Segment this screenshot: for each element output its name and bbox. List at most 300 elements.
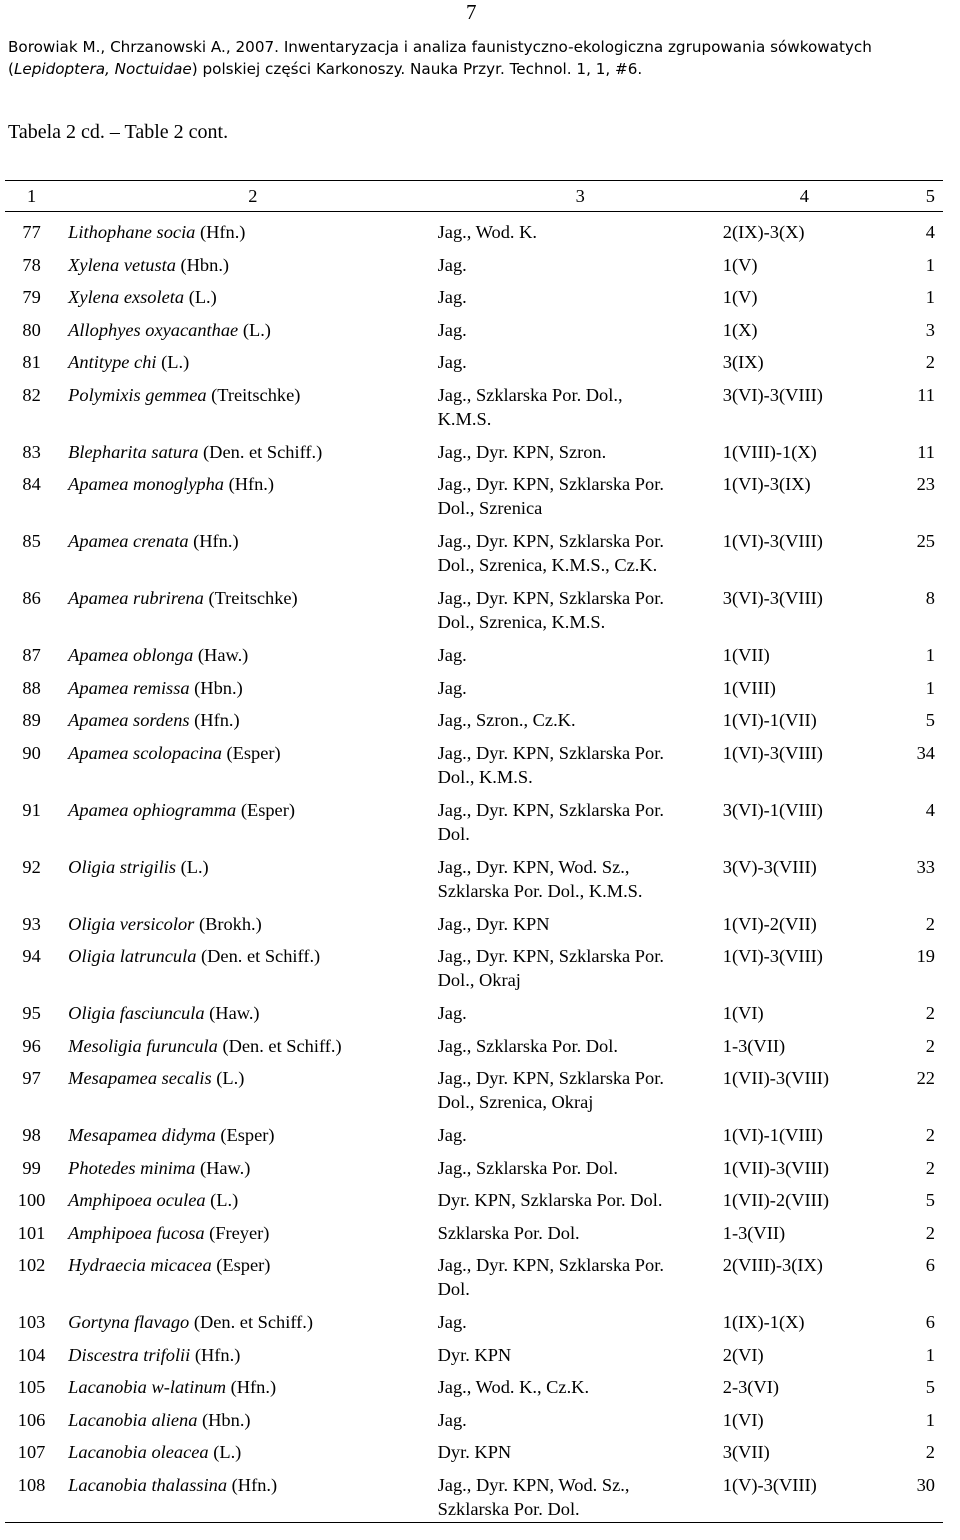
citation-line-2	[8, 58, 872, 80]
locality	[438, 1400, 723, 1433]
locality-line-1: Jag., Dyr. KPN, Szklarska Por.	[437, 1068, 664, 1088]
species-author: (Hbn.)	[175, 254, 230, 275]
row-number: 90	[22, 742, 41, 763]
species-name	[58, 310, 437, 343]
specimen-count: 2	[925, 1003, 935, 1023]
locality-line-2: K.M.S.	[437, 408, 492, 429]
locality	[438, 733, 723, 790]
locality	[438, 1302, 723, 1335]
flight-period: 1(VII)	[722, 645, 770, 665]
species-name	[58, 790, 437, 847]
table-header-row	[5, 181, 943, 212]
flight-period: 1(VI)-1(VII)	[722, 710, 817, 730]
locality	[438, 245, 723, 278]
species-author: (L.)	[211, 1068, 245, 1088]
specimen-count: 5	[925, 1377, 935, 1397]
locality-line-1: Jag.	[437, 319, 467, 340]
species-name	[58, 1148, 437, 1181]
specimen-count: 2	[925, 1157, 935, 1178]
species-latin: Allophyes oxyacanthae	[68, 319, 239, 340]
table-row	[5, 1302, 943, 1335]
flight-period: 1-3(VII)	[722, 1035, 786, 1056]
locality	[438, 1213, 723, 1246]
locality-line-1: Jag.	[437, 287, 467, 307]
column-header: 1	[5, 181, 58, 212]
locality-line-1: Jag., Dyr. KPN, Szklarska Por.	[437, 1255, 664, 1275]
specimen-count: 11	[917, 384, 935, 405]
locality-line-1: Jag.	[437, 1125, 467, 1145]
specimen-count: 2	[925, 1222, 935, 1243]
specimen-count: 2	[925, 1125, 935, 1145]
row-number: 77	[22, 222, 41, 242]
species-latin: Apamea sordens	[68, 710, 190, 730]
locality-line-1: Jag., Dyr. KPN, Szklarska Por.	[437, 742, 664, 763]
flight-period: 1(VI)	[722, 1003, 764, 1023]
species-author: (Haw.)	[204, 1003, 260, 1023]
flight-period: 3(VI)-3(VIII)	[722, 384, 823, 405]
table-row	[5, 904, 943, 937]
locality-line-1: Jag., Dyr. KPN	[437, 913, 550, 934]
species-author: (Hbn.)	[189, 677, 243, 698]
species-name	[58, 1335, 437, 1368]
flight-period: 2(VIII)-3(IX)	[722, 1255, 823, 1275]
species-name	[58, 635, 437, 668]
locality-line-1: Szklarska Por. Dol.	[437, 1222, 580, 1243]
species-latin: Oligia strigilis	[68, 856, 176, 877]
species-author: (Treitschke)	[203, 588, 298, 608]
specimen-count: 11	[917, 441, 935, 462]
species-author: (Esper)	[211, 1255, 271, 1275]
locality-line-1: Jag., Dyr. KPN, Wod. Sz.,	[437, 856, 630, 877]
table-row	[5, 790, 943, 847]
species-latin: Oligia versicolor	[68, 913, 195, 934]
locality	[438, 342, 723, 375]
locality	[438, 936, 723, 993]
species-latin: Xylena exsoleta	[68, 287, 185, 307]
row-number: 83	[22, 441, 41, 462]
specimen-count: 30	[886, 1465, 943, 1523]
species-name	[58, 1302, 437, 1335]
locality	[438, 310, 723, 343]
locality-line-1: Jag., Dyr. KPN, Szron.	[437, 441, 607, 462]
row-number: 107	[17, 1442, 46, 1462]
flight-period: 3(IX)	[722, 352, 764, 372]
locality-line-1: Jag., Dyr. KPN, Wod. Sz.,	[437, 1474, 630, 1495]
locality-line-1: Jag., Dyr. KPN, Szklarska Por.	[437, 588, 664, 608]
flight-period: 1(VII)-3(VIII)	[722, 1157, 829, 1178]
flight-period: 2(IX)-3(X)	[722, 222, 805, 242]
row-number: 79	[22, 287, 41, 307]
table-row	[5, 212, 943, 245]
locality-line-1: Jag., Dyr. KPN, Szklarska Por.	[437, 799, 664, 820]
locality-line-1: Jag., Dyr. KPN, Szklarska Por.	[437, 531, 664, 551]
species-latin: Lacanobia oleacea	[68, 1442, 209, 1462]
locality	[438, 1115, 723, 1148]
specimen-count: 1	[925, 1344, 935, 1365]
species-name	[58, 212, 437, 245]
column-header: 5	[886, 181, 943, 212]
species-latin: Apamea ophiogramma	[68, 799, 237, 820]
specimen-count: 22	[916, 1068, 935, 1088]
species-name	[58, 936, 437, 993]
locality	[438, 1148, 723, 1181]
species-name	[58, 432, 437, 465]
locality-line-2: Dol., Okraj	[437, 970, 521, 990]
row-number: 88	[22, 677, 41, 698]
specimen-count: 6	[925, 1312, 935, 1332]
row-number: 99	[22, 1157, 41, 1178]
locality	[438, 790, 723, 847]
flight-period: 3(VI)-3(VIII)	[722, 588, 823, 608]
species-latin: Xylena vetusta	[68, 254, 176, 275]
table-row	[5, 277, 943, 310]
locality	[438, 700, 723, 733]
row-number: 81	[22, 352, 41, 372]
table-row	[5, 847, 943, 904]
species-author: (Esper)	[236, 799, 295, 820]
table-row	[5, 1058, 943, 1115]
table-row	[5, 1115, 943, 1148]
specimen-count: 34	[916, 742, 935, 763]
species-latin: Apamea crenata	[68, 531, 189, 551]
specimen-count: 5	[925, 710, 935, 730]
specimen-count: 6	[925, 1255, 935, 1275]
species-author: (L.)	[238, 319, 271, 340]
flight-period: 3(VII)	[722, 1442, 770, 1462]
specimen-count: 1	[925, 287, 935, 307]
flight-period: 1(V)	[722, 254, 758, 275]
species-latin: Oligia fasciuncula	[68, 1003, 205, 1023]
locality-line-1: Jag., Wod. K., Cz.K.	[437, 1377, 590, 1397]
locality-line-1: Jag., Szklarska Por. Dol.	[437, 1157, 618, 1178]
species-latin: Polymixis gemmea	[68, 384, 207, 405]
species-author: (L.)	[205, 1190, 239, 1210]
species-name	[58, 464, 437, 521]
flight-period: 1(VI)	[722, 1409, 764, 1430]
row-number: 98	[22, 1125, 41, 1145]
specimen-count: 19	[916, 946, 935, 966]
species-author: (Den. et Schiff.)	[217, 1035, 342, 1056]
locality	[438, 847, 723, 904]
flight-period: 1(VI)-3(VIII)	[722, 742, 823, 763]
species-name	[58, 1213, 437, 1246]
species-name	[58, 1180, 437, 1213]
table-caption: Tabela 2 cd. – Table 2 cont.	[8, 121, 229, 143]
flight-period: 2(VI)	[722, 1344, 764, 1365]
locality-line-1: Jag.	[437, 1409, 467, 1430]
species-name	[58, 1026, 437, 1059]
species-author: (Esper)	[215, 1125, 275, 1145]
locality-line-2: Dol., Szrenica, K.M.S., Cz.K.	[437, 555, 658, 575]
flight-period: 1-3(VII)	[722, 1222, 786, 1243]
row-number: 106	[17, 1409, 46, 1430]
flight-period: 1(VIII)	[722, 677, 776, 698]
row-number: 95	[22, 1003, 41, 1023]
specimen-count: 1	[925, 1409, 935, 1430]
flight-period: 1(IX)-1(X)	[722, 1312, 805, 1332]
row-number: 78	[22, 254, 41, 275]
locality-line-2: Dol., Szrenica	[437, 498, 543, 518]
specimen-count: 8	[925, 588, 935, 608]
table-row	[5, 1148, 943, 1181]
locality	[438, 464, 723, 521]
species-author: (L.)	[208, 1442, 242, 1462]
species-author: (Hbn.)	[197, 1409, 251, 1430]
species-author: (Hfn.)	[189, 710, 240, 730]
species-latin: Amphipoea fucosa	[68, 1222, 205, 1243]
specimen-count: 1	[925, 254, 935, 275]
column-header: 4	[723, 181, 886, 212]
table-row	[5, 1026, 943, 1059]
table-row	[5, 1335, 943, 1368]
specimen-count: 4	[925, 222, 935, 242]
column-header: 2	[58, 181, 437, 212]
specimen-count: 3	[925, 319, 935, 340]
table-body	[5, 212, 943, 1523]
locality-line-1: Jag., Szron., Cz.K.	[437, 710, 576, 730]
locality-line-2: Dol., Szrenica, K.M.S.	[437, 612, 606, 632]
locality	[438, 277, 723, 310]
locality-line-1: Jag.	[437, 1003, 467, 1023]
species-author: (Hfn.)	[227, 1474, 278, 1495]
row-number: 100	[17, 1190, 46, 1210]
flight-period: 1(V)	[722, 287, 758, 307]
table-row	[5, 578, 943, 635]
species-name	[58, 1367, 437, 1400]
locality-line-1: Jag., Szklarska Por. Dol.,	[437, 384, 623, 405]
table-row	[5, 521, 943, 578]
flight-period: 1(VII)-3(VIII)	[722, 1068, 829, 1088]
locality-line-2: Szklarska Por. Dol.	[437, 1498, 580, 1519]
table-row	[5, 245, 943, 278]
row-number: 105	[17, 1377, 46, 1397]
species-name	[58, 904, 437, 937]
table-row	[5, 1367, 943, 1400]
species-latin: Photedes minima	[68, 1157, 196, 1178]
locality-line-1: Jag.	[437, 677, 467, 698]
species-author: (Den. et Schiff.)	[189, 1312, 313, 1332]
row-number: 94	[22, 946, 41, 966]
locality-line-2: Dol.	[437, 1279, 470, 1299]
species-name	[58, 1400, 437, 1433]
table-row	[5, 668, 943, 701]
species-latin: Hydraecia micacea	[68, 1255, 212, 1275]
locality	[438, 1180, 723, 1213]
specimen-count: 23	[916, 474, 935, 494]
specimen-count: 2	[925, 352, 935, 372]
specimen-count: 33	[916, 856, 935, 877]
row-number: 84	[22, 474, 41, 494]
row-number: 97	[22, 1068, 41, 1088]
flight-period: 3(V)-3(VIII)	[722, 856, 817, 877]
flight-period: 1(X)	[722, 319, 758, 340]
locality	[438, 1026, 723, 1059]
species-latin: Amphipoea oculea	[68, 1190, 206, 1210]
species-author: (Haw.)	[195, 1157, 251, 1178]
species-author: (Den. et Schiff.)	[196, 946, 321, 966]
table-row	[5, 1213, 943, 1246]
species-author: (Hfn.)	[195, 222, 246, 242]
locality	[438, 993, 723, 1026]
species-name	[58, 245, 437, 278]
locality	[438, 1367, 723, 1400]
locality	[438, 432, 723, 465]
specimen-count: 2	[925, 1442, 935, 1462]
locality	[438, 1432, 723, 1465]
locality	[438, 1245, 723, 1302]
species-name	[58, 1115, 437, 1148]
species-latin: Apamea oblonga	[68, 645, 194, 665]
species-author: (Brokh.)	[194, 913, 262, 934]
row-number: 96	[22, 1035, 41, 1056]
locality	[438, 635, 723, 668]
locality-line-1: Jag.	[437, 645, 467, 665]
species-name	[58, 277, 437, 310]
flight-period: 1(V)-3(VIII)	[723, 1465, 886, 1523]
locality-line-1: Dyr. KPN, Szklarska Por. Dol.	[437, 1190, 663, 1210]
locality	[438, 521, 723, 578]
flight-period: 1(VI)-1(VIII)	[722, 1125, 823, 1145]
locality	[438, 1058, 723, 1115]
specimen-count: 2	[925, 1035, 935, 1056]
species-name	[58, 1245, 437, 1302]
species-latin: Lithophane socia	[68, 222, 196, 242]
species-latin: Apamea rubrirena	[68, 588, 204, 608]
locality-line-1: Jag.	[437, 254, 467, 275]
table-row	[5, 1400, 943, 1433]
table-row	[5, 1432, 943, 1465]
species-author: (L.)	[156, 352, 190, 372]
flight-period: 1(VIII)-1(X)	[722, 441, 817, 462]
species-author: (Hfn.)	[226, 1377, 277, 1397]
flight-period: 1(VI)-3(IX)	[722, 474, 811, 494]
species-author: (Haw.)	[193, 645, 249, 665]
locality-line-1: Jag., Dyr. KPN, Szklarska Por.	[437, 946, 664, 966]
row-number: 80	[22, 319, 41, 340]
row-number: 102	[17, 1255, 46, 1275]
table-row	[5, 432, 943, 465]
species-latin: Mesapamea secalis	[68, 1068, 212, 1088]
table-row	[5, 936, 943, 993]
row-number: 87	[22, 645, 41, 665]
locality-line-1: Jag., Szklarska Por. Dol.	[437, 1035, 618, 1056]
flight-period: 1(VII)-2(VIII)	[722, 1190, 829, 1210]
species-author: (L.)	[175, 856, 209, 877]
species-latin: Oligia latruncula	[68, 946, 197, 966]
species-table	[5, 180, 943, 1523]
species-name	[58, 375, 437, 432]
specimen-count: 25	[916, 531, 935, 551]
specimen-count: 1	[925, 677, 935, 698]
specimen-count: 4	[925, 799, 935, 820]
species-latin: Apamea scolopacina	[68, 742, 222, 763]
table-row	[5, 635, 943, 668]
flight-period: 1(VI)-3(VIII)	[722, 531, 823, 551]
citation-taxon: Lepidoptera, Noctuidae	[13, 60, 192, 78]
page-number: 7	[466, 0, 477, 24]
specimen-count: 1	[925, 645, 935, 665]
species-author: (Hfn.)	[223, 474, 275, 494]
row-number: 93	[22, 913, 41, 934]
locality-line-1: Jag.	[437, 1312, 467, 1332]
specimen-count: 2	[925, 913, 935, 934]
row-number: 108	[5, 1465, 58, 1523]
table-row	[5, 464, 943, 521]
locality-line-1: Jag., Dyr. KPN, Szklarska Por.	[437, 474, 664, 494]
row-number: 91	[22, 799, 41, 820]
specimen-count: 5	[925, 1190, 935, 1210]
species-name	[58, 1058, 437, 1115]
species-author: (Esper)	[221, 742, 281, 763]
species-latin: Apamea monoglypha	[68, 474, 224, 494]
species-name	[58, 993, 437, 1026]
citation-rest: ) polskiej części Karkonoszy. Nauka Przyr. Technol. 1, 1, #6.	[191, 60, 643, 78]
species-author: (Treitschke)	[206, 384, 301, 405]
row-number: 104	[17, 1344, 46, 1365]
species-name	[58, 578, 437, 635]
species-author: (Freyer)	[204, 1222, 270, 1243]
flight-period: 3(VI)-1(VIII)	[722, 799, 823, 820]
species-latin: Mesoligia furuncula	[68, 1035, 218, 1056]
species-author: (L.)	[184, 287, 217, 307]
flight-period: 1(VI)-2(VII)	[722, 913, 817, 934]
species-latin: Mesapamea didyma	[68, 1125, 216, 1145]
locality	[438, 668, 723, 701]
locality	[438, 1465, 723, 1523]
table-row	[5, 733, 943, 790]
locality	[438, 375, 723, 432]
row-number: 85	[22, 531, 41, 551]
locality	[438, 578, 723, 635]
locality	[438, 212, 723, 245]
species-latin: Gortyna flavago	[68, 1312, 190, 1332]
table-row	[5, 375, 943, 432]
locality	[438, 904, 723, 937]
row-number: 82	[22, 384, 41, 405]
species-author: (Hfn.)	[188, 531, 239, 551]
row-number: 103	[17, 1312, 46, 1332]
flight-period: 1(VI)-3(VIII)	[722, 946, 823, 966]
species-latin: Lacanobia w-latinum	[68, 1377, 227, 1397]
species-name	[58, 700, 437, 733]
table-row	[5, 1180, 943, 1213]
table-row	[5, 1245, 943, 1302]
locality-line-2: Dol., K.M.S.	[437, 766, 533, 787]
table-row	[5, 993, 943, 1026]
table-row	[5, 342, 943, 375]
locality-line-1: Dyr. KPN	[437, 1344, 512, 1365]
table-row	[5, 700, 943, 733]
flight-period: 2-3(VI)	[722, 1377, 779, 1397]
species-latin: Apamea remissa	[68, 677, 190, 698]
species-author: (Hfn.)	[190, 1344, 241, 1365]
table-row	[5, 1465, 943, 1523]
row-number: 92	[22, 856, 41, 877]
species-latin: Lacanobia aliena	[68, 1409, 198, 1430]
table-row	[5, 310, 943, 343]
column-header: 3	[438, 181, 723, 212]
row-number: 101	[17, 1222, 46, 1243]
row-number: 89	[22, 710, 41, 730]
locality-line-1: Jag.	[437, 352, 467, 372]
row-number: 86	[22, 588, 41, 608]
species-name	[58, 847, 437, 904]
locality	[438, 1335, 723, 1368]
locality-line-1: Dyr. KPN	[437, 1442, 512, 1462]
locality-line-2: Szklarska Por. Dol., K.M.S.	[437, 880, 643, 901]
locality-line-2: Dol.	[437, 823, 470, 844]
species-name	[58, 1432, 437, 1465]
